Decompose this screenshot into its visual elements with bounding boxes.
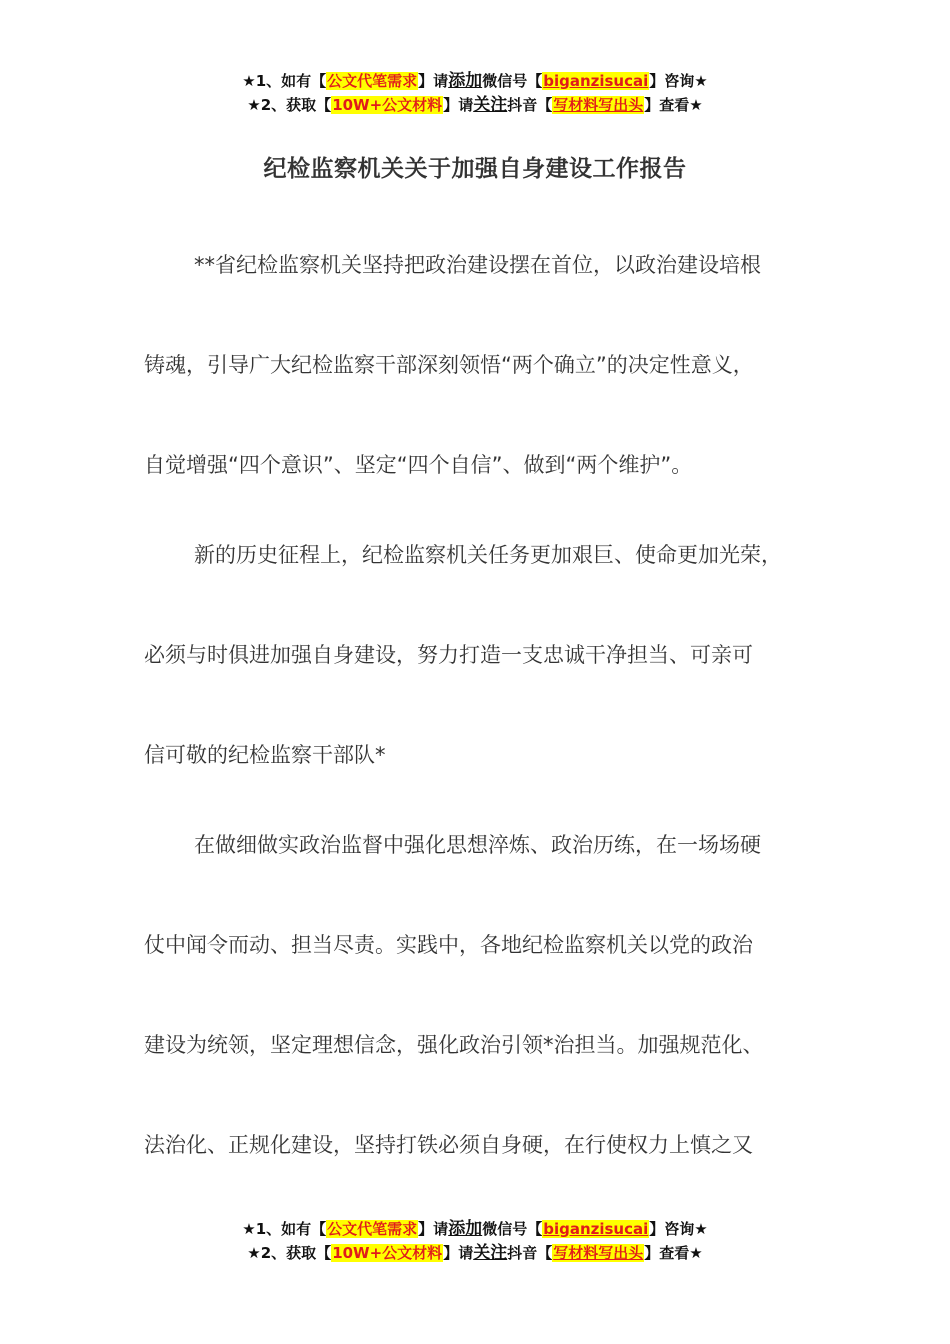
- promo-line-1: ★1、如有【公文代笔需求】请添加微信号【biganzisucai】咨询★: [242, 1219, 708, 1239]
- promo-line-1: ★1、如有【公文代笔需求】请添加微信号【biganzisucai】咨询★: [242, 71, 708, 91]
- bottom-promo-banner: [0, 1217, 950, 1265]
- body-line: 法治化、正规化建设，坚持打铁必须自身硬，在行使权力上慎之又: [144, 1133, 753, 1157]
- wechat-id: biganzisucai: [543, 1220, 649, 1238]
- body-line: 建设为统领，坚定理想信念，强化政治引领*治担当。加强规范化、: [144, 1033, 764, 1057]
- body-line: **省纪检监察机关坚持把政治建设摆在首位，以政治建设培根: [194, 253, 761, 277]
- body-line: 铸魂，引导广大纪检监察干部深刻领悟“两个确立”的决定性意义，: [144, 353, 754, 377]
- body-line: 自觉增强“四个意识”、坚定“四个自信”、做到“两个维护”。: [144, 453, 693, 477]
- promo-line-2: ★2、获取【10W+公文材料】请关注抖音【写材料写出头】查看★: [247, 95, 703, 115]
- wechat-id: biganzisucai: [543, 72, 649, 90]
- douyin-account: 写材料写出头: [553, 1244, 644, 1262]
- materials-highlight: 10W+公文材料: [332, 1244, 443, 1262]
- promo-line-2: ★2、获取【10W+公文材料】请关注抖音【写材料写出头】查看★: [247, 1243, 703, 1263]
- materials-highlight: 10W+公文材料: [332, 96, 443, 114]
- body-line: 新的历史征程上，纪检监察机关任务更加艰巨、使命更加光荣，: [194, 543, 782, 567]
- douyin-account: 写材料写出头: [553, 96, 644, 114]
- body-line: 仗中闻令而动、担当尽责。实践中，各地纪检监察机关以党的政治: [144, 933, 753, 957]
- body-line: 必须与时俱进加强自身建设，努力打造一支忠诚干净担当、可亲可: [144, 643, 753, 667]
- service-highlight: 公文代笔需求: [327, 72, 418, 90]
- service-highlight: 公文代笔需求: [327, 1220, 418, 1238]
- top-promo-banner: [0, 69, 950, 117]
- document-title: 纪检监察机关关于加强自身建设工作报告: [263, 156, 687, 182]
- body-line: 在做细做实政治监督中强化思想淬炼、政治历练，在一场场硬: [194, 833, 761, 857]
- body-line: 信可敬的纪检监察干部队*: [144, 743, 386, 767]
- document-body: [144, 247, 834, 1227]
